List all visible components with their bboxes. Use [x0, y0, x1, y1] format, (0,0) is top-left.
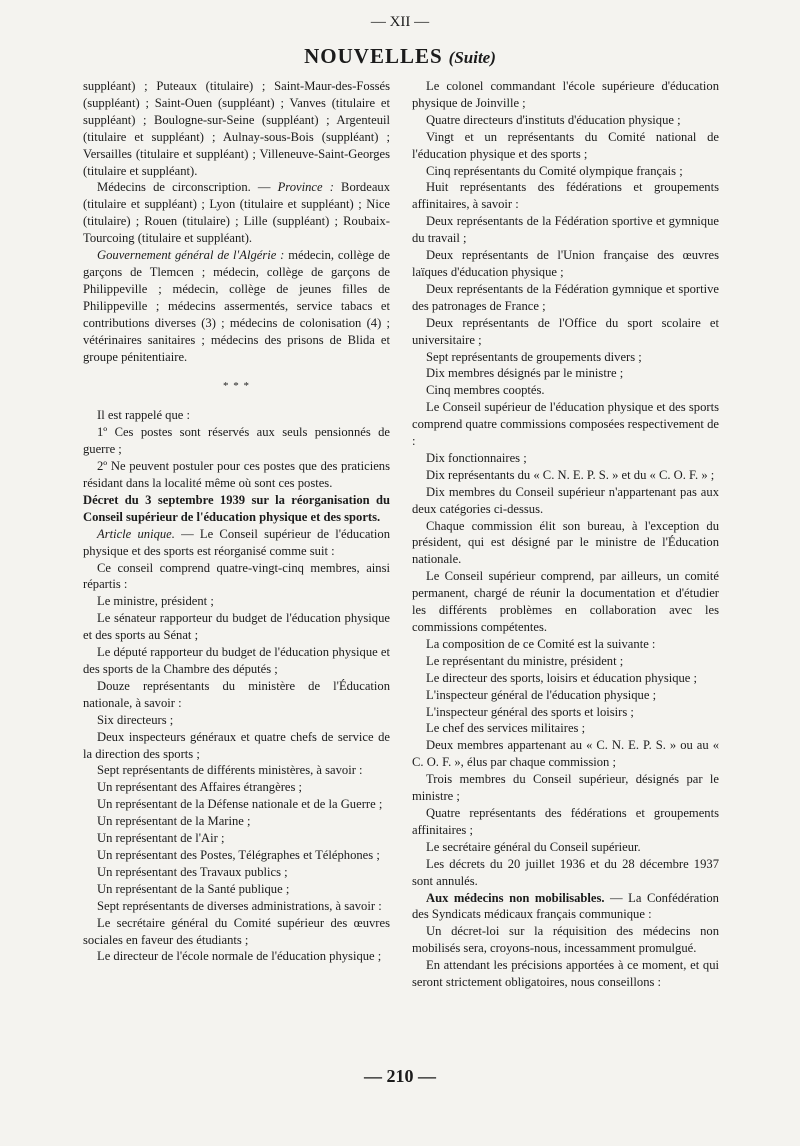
section-title-suite: (Suite): [448, 48, 496, 67]
paragraph: Les décrets du 20 juillet 1936 et du 28 décembre 1937 sont annulés.: [412, 856, 719, 888]
paragraph-italic: Province :: [277, 180, 334, 195]
list-item: Deux inspecteurs généraux et quatre chefs de service de la direction des sports ;: [83, 729, 390, 761]
paragraph: [83, 526, 390, 560]
list-item: Le ministre, président ;: [97, 594, 214, 609]
list-item: Un représentant des Affaires étrangères ;: [97, 780, 303, 795]
list-item: Le colonel commandant l'école supérieure d'éducation physique de Joinville ;: [412, 79, 719, 110]
paragraph-text: médecin, collège de garçons de Tlemcen ; médecin, collège de garçons de Philippeville ; médecin, collège de jeunes filles de Philippeville ; médecins assermentés, service tabacs et contributions diverses (3) ; médecins de colonisation (4) ; vétérinaires sanitaires ; médecins des prisons de Blida et groupe pénitentiaire.: [83, 248, 390, 364]
paragraph: suppléant) ; Puteaux (titulaire) ; Saint-Maur-des-Fossés (suppléant) ; Saint-Ouen (suppléant) ; Vanves (titulaire et suppléant) ; Boulogne-sur-Seine (suppléant) ; Argenteuil (titulaire et suppléant) ; Aulnay-sous-Bois (suppléant) ; Versailles (titulaire et suppléant) ; Villeneuve-Saint-Georges (titulaire et suppléant).: [83, 79, 390, 178]
section-title-text: NOUVELLES: [304, 44, 443, 68]
list-item: Deux représentants de l'Office du sport scolaire et universitaire ;: [412, 315, 719, 347]
list-item: Le secrétaire général du Comité supérieur des œuvres sociales en faveur des étudiants ;: [83, 915, 390, 947]
list-item: Huit représentants des fédérations et groupements affinitaires, à savoir :: [412, 180, 719, 212]
list-item: Un représentant des Travaux publics ;: [97, 864, 288, 879]
paragraph-italic: Gouvernement général de l'Algérie :: [97, 248, 285, 263]
list-item: Un représentant des Postes, Télégraphes et Téléphones ;: [97, 847, 380, 862]
paragraph: [412, 890, 719, 924]
list-item: Dix représentants du « C. N. E. P. S. » et du « C. O. F. » ;: [426, 467, 715, 482]
left-column: [83, 78, 390, 965]
paragraph: 1º Ces postes sont réservés aux seuls pensionnés de guerre ;: [83, 425, 390, 457]
list-item: Cinq membres cooptés.: [426, 383, 545, 398]
list-item: Vingt et un représentants du Comité national de l'éducation physique et des sports ;: [412, 129, 719, 161]
paragraph: 2º Ne peuvent postuler pour ces postes que des praticiens résidant dans la localité même où sont ces postes.: [83, 459, 390, 491]
list-item: Le député rapporteur du budget de l'éducation physique et des sports de la Chambre des députés ;: [83, 645, 390, 676]
list-item: Le directeur des sports, loisirs et éducation physique ;: [426, 670, 698, 685]
list-item: Deux représentants de la Fédération gymnique et sportive des patronages de France ;: [412, 281, 719, 313]
list-item: Un représentant de l'Air ;: [97, 831, 225, 846]
list-item: L'inspecteur général de l'éducation physique ;: [426, 687, 657, 702]
paragraph: En attendant les précisions apportées à ce moment, et qui seront strictement obligatoires, nous conseillons :: [412, 958, 719, 990]
section-title: [0, 44, 800, 69]
paragraph-text: — Le Conseil supérieur de l'éducation physique et des sports est réorganisé comme suit :: [83, 526, 390, 558]
list-item: Quatre représentants des fédérations et groupements affinitaires ;: [412, 805, 719, 837]
paragraph: [83, 179, 390, 247]
paragraph: Ce conseil comprend quatre-vingt-cinq membres, ainsi répartis :: [83, 560, 390, 592]
list-item: Cinq représentants du Comité olympique français ;: [426, 163, 683, 178]
list-item: Douze représentants du ministère de l'Éducation nationale, à savoir :: [83, 678, 390, 710]
paragraph: [83, 247, 390, 365]
list-item: Trois membres du Conseil supérieur, désignés par le ministre ;: [412, 772, 719, 804]
list-item: Le chef des services militaires ;: [426, 721, 586, 736]
list-item: Le représentant du ministre, président ;: [426, 653, 624, 668]
list-item: Sept représentants de différents ministères, à savoir :: [97, 763, 363, 778]
list-item: Un représentant de la Défense nationale et de la Guerre ;: [97, 797, 383, 812]
paragraph: La composition de ce Comité est la suivante :: [426, 636, 656, 651]
paragraph-text: Bordeaux (titulaire et suppléant) ; Lyon (titulaire et suppléant) ; Nice (titulaire) ; Rouen (titulaire) ; Lille (suppléant) ; Roubaix-Tourcoing (titulaire et suppléant).: [83, 180, 390, 246]
paragraph: Un décret-loi sur la réquisition des médecins non mobilisés sera, croyons-nous, incessamment promulgué.: [412, 924, 719, 956]
list-item: Un représentant de la Santé publique ;: [97, 881, 290, 896]
decree-heading: Décret du 3 septembre 1939 sur la réorganisation du Conseil supérieur de l'éducation physique et des sports.: [83, 492, 390, 524]
list-item: Six directeurs ;: [97, 712, 174, 727]
list-item: Le directeur de l'école normale de l'éducation physique ;: [97, 949, 382, 964]
paragraph: Il est rappelé que :: [97, 408, 191, 423]
paragraph: Le Conseil supérieur de l'éducation physique et des sports comprend quatre commissions composées respectivement de :: [412, 400, 719, 449]
paragraph-bold: Aux médecins non mobilisables.: [426, 890, 605, 905]
page-number: — 210 —: [364, 1066, 436, 1086]
paragraph: Le Conseil supérieur comprend, par ailleurs, un comité permanent, chargé de réunir la documentation et d'étudier les différents problèmes en collaboration avec les commissions compétentes.: [412, 569, 719, 634]
list-item: Un représentant de la Marine ;: [97, 814, 251, 829]
paragraph-lead: Médecins de circonscription. —: [97, 180, 278, 195]
list-item: L'inspecteur général des sports et loisirs ;: [426, 704, 634, 719]
paragraph: Chaque commission élit son bureau, à l'exception du président, qui est désigné par le ministre de l'Éducation nationale.: [412, 518, 719, 567]
list-item: Deux membres appartenant au « C. N. E. P. S. » ou au « C. O. F. », élus par chaque commission ;: [412, 738, 719, 770]
list-item: Sept représentants de groupements divers ;: [426, 349, 642, 364]
roman-folio: — XII —: [370, 14, 430, 30]
asterism: * * *: [223, 380, 250, 393]
list-item: Deux représentants de la Fédération sportive et gymnique du travail ;: [412, 214, 719, 246]
paragraph-italic: Article unique.: [97, 526, 175, 541]
list-item: Deux représentants de l'Union française des œuvres laïques d'éducation physique ;: [412, 248, 719, 279]
right-column: [412, 78, 719, 991]
list-item: Dix fonctionnaires ;: [426, 450, 527, 465]
list-item: Sept représentants de diverses administrations, à savoir :: [97, 898, 382, 913]
list-item: Dix membres du Conseil supérieur n'appartenant pas aux deux catégories ci-dessus.: [412, 484, 719, 516]
list-item: Le secrétaire général du Conseil supérieur.: [426, 839, 641, 854]
paragraph-text: — La Confédération des Syndicats médicaux français communique :: [412, 890, 719, 922]
list-item: Le sénateur rapporteur du budget de l'éducation physique et des sports au Sénat ;: [83, 611, 390, 643]
list-item: Quatre directeurs d'instituts d'éducation physique ;: [426, 112, 681, 127]
list-item: Dix membres désignés par le ministre ;: [426, 366, 624, 381]
